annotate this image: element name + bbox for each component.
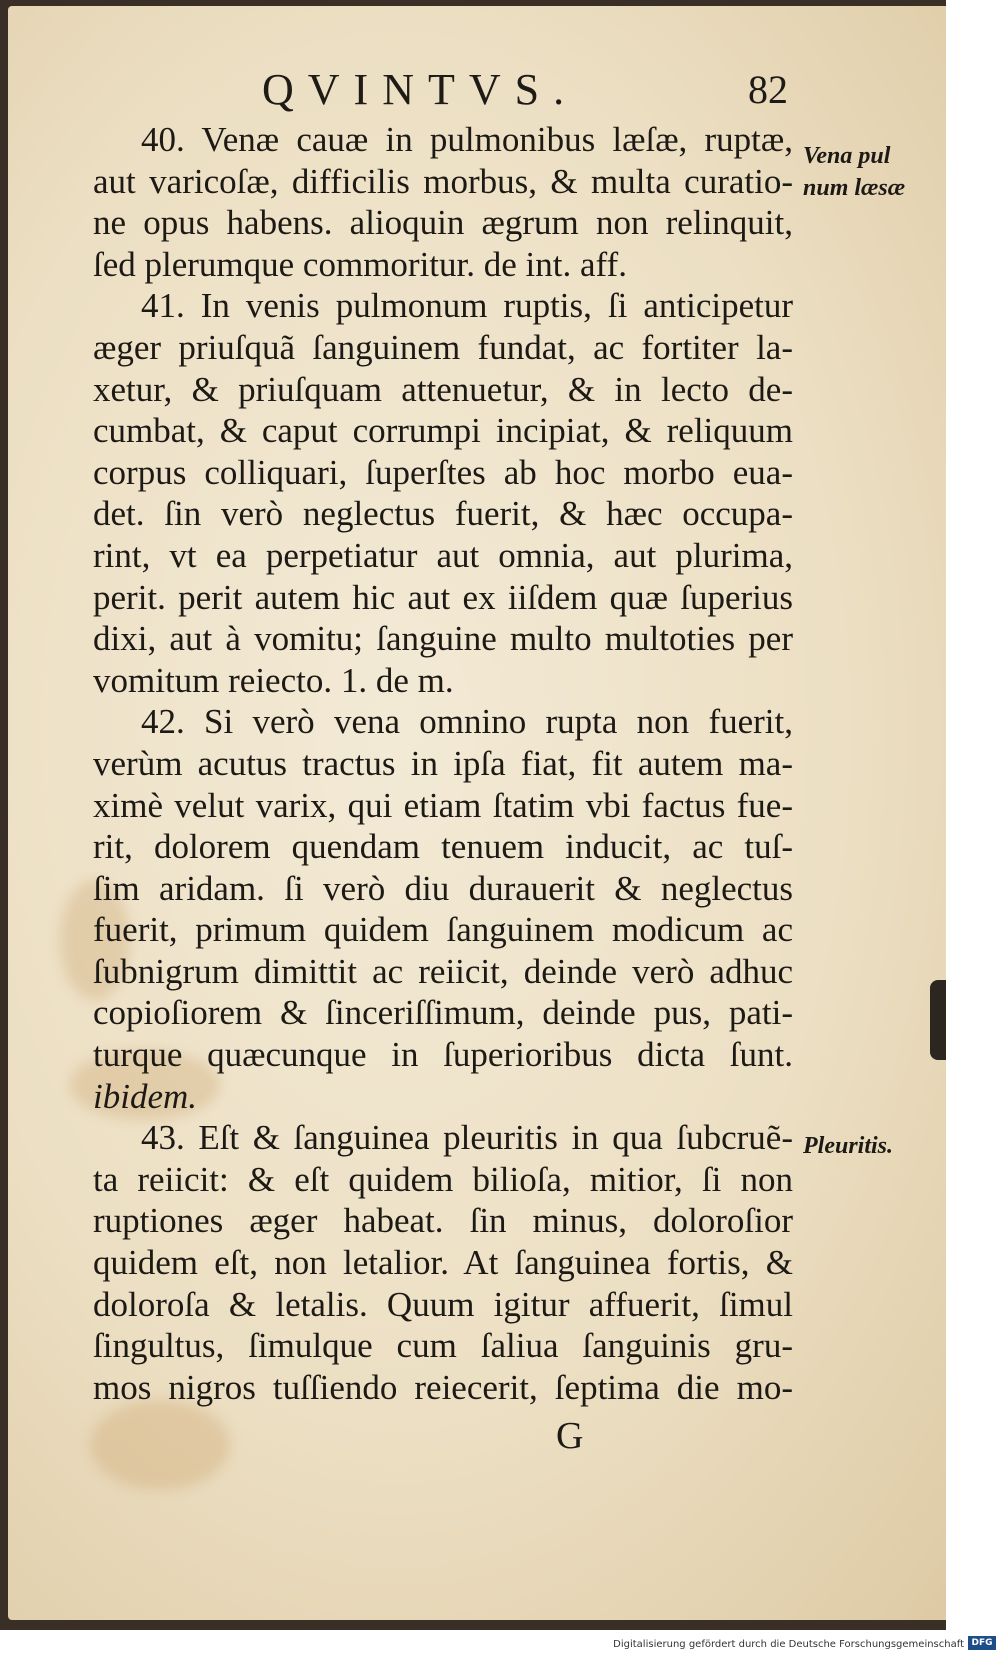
page-edge [930, 980, 946, 1060]
text-line: 41. In venis pulmonum ruptis, ſi anticipetur [141, 286, 793, 326]
text-line: turque quæcunque in ſuperioribus dicta ſunt. [93, 1035, 793, 1075]
footer-credit: Digitalisierung gefördert durch die Deutsche Forschungsgemeinschaft [613, 1639, 964, 1650]
text-line: ne opus habens. alioquin ægrum non relinquit, [93, 203, 793, 243]
text-line: det. ſin verò neglectus fuerit, & hæc occupa- [93, 494, 793, 534]
text-line: ſingultus, ſimulque cum ſaliua ſanguinis gru- [93, 1326, 793, 1366]
margin-note: Pleuritis. [803, 1133, 894, 1159]
text-line: ſubnigrum dimittit ac reiicit, deinde verò adhuc [93, 951, 793, 991]
text-line: aut varicoſæ, difficilis morbus, & multa curatio- [93, 161, 793, 201]
text-line: dixi, aut à vomitu; ſanguine multo multoties per [93, 619, 793, 659]
text-line: ximè velut varix, qui etiam ſtatim vbi factus fue- [93, 785, 793, 825]
water-stain [90, 1400, 230, 1490]
text-line: fuerit, primum quidem ſanguinem modicum ac [93, 910, 793, 950]
text-line: 42. Si verò vena omnino rupta non fuerit, [141, 702, 793, 742]
margin-note [803, 140, 905, 204]
text-line: 43. Eſt & ſanguinea pleuritis in qua ſubcruẽ- [141, 1118, 793, 1158]
text-line: quidem eſt, non letalior. At ſanguinea fortis, & [93, 1243, 793, 1283]
text-line: vomitum reiecto. 1. de m. [93, 660, 454, 700]
signature-mark: G [556, 1415, 584, 1457]
text-line: cumbat, & caput corrumpi incipiat, & reliquum [93, 411, 793, 451]
text-line: verùm acutus tractus in ipſa fiat, fit autem ma- [93, 743, 793, 783]
running-head: QVINTVS. [262, 65, 579, 114]
text-line: rit, dolorem quendam tenuem inducit, ac tuſ- [93, 827, 793, 867]
text-line: perit. perit autem hic aut ex iiſdem quæ ſuperius [93, 577, 793, 617]
margin-note-line: Vena pul [803, 143, 891, 169]
text-line: copioſiorem & ſinceriſſimum, deinde pus, pati- [93, 993, 793, 1033]
body-text [93, 119, 793, 1408]
text-line: 40. Venæ cauæ in pulmonibus læſæ, ruptæ, [141, 120, 793, 159]
text-line: ſed plerumque commoritur. de int. aff. [93, 244, 627, 284]
text-line: xetur, & priuſquam attenuetur, & in lecto de- [93, 369, 793, 409]
text-line: rint, vt ea perpetiatur aut omnia, aut plurima, [93, 535, 793, 575]
folio-number: 82 [748, 67, 788, 112]
text-line: ta reiicit: & eſt quidem bilioſa, mitior, ſi non [93, 1159, 793, 1199]
text-line: mos nigros tuſſiendo reiecerit, ſeptima die mo- [93, 1367, 793, 1407]
page-header [0, 58, 946, 118]
text-line: corpus colliquari, ſuperſtes ab hoc morbo eua- [93, 452, 793, 492]
dfg-logo: DFG [968, 1636, 996, 1650]
text-line: doloroſa & letalis. Quum igitur affuerit, ſimul [93, 1284, 793, 1324]
text-line: æger priuſquã ſanguinem fundat, ac fortiter la- [93, 327, 793, 367]
text-line: ruptiones æger habeat. ſin minus, doloroſior [93, 1201, 793, 1241]
text-line: ſim aridam. ſi verò diu durauerit & neglectus [93, 868, 793, 908]
footer-bar [0, 1630, 1000, 1657]
margin-note-line: num læsæ [803, 175, 906, 201]
text-line: ibidem. [93, 1076, 198, 1116]
